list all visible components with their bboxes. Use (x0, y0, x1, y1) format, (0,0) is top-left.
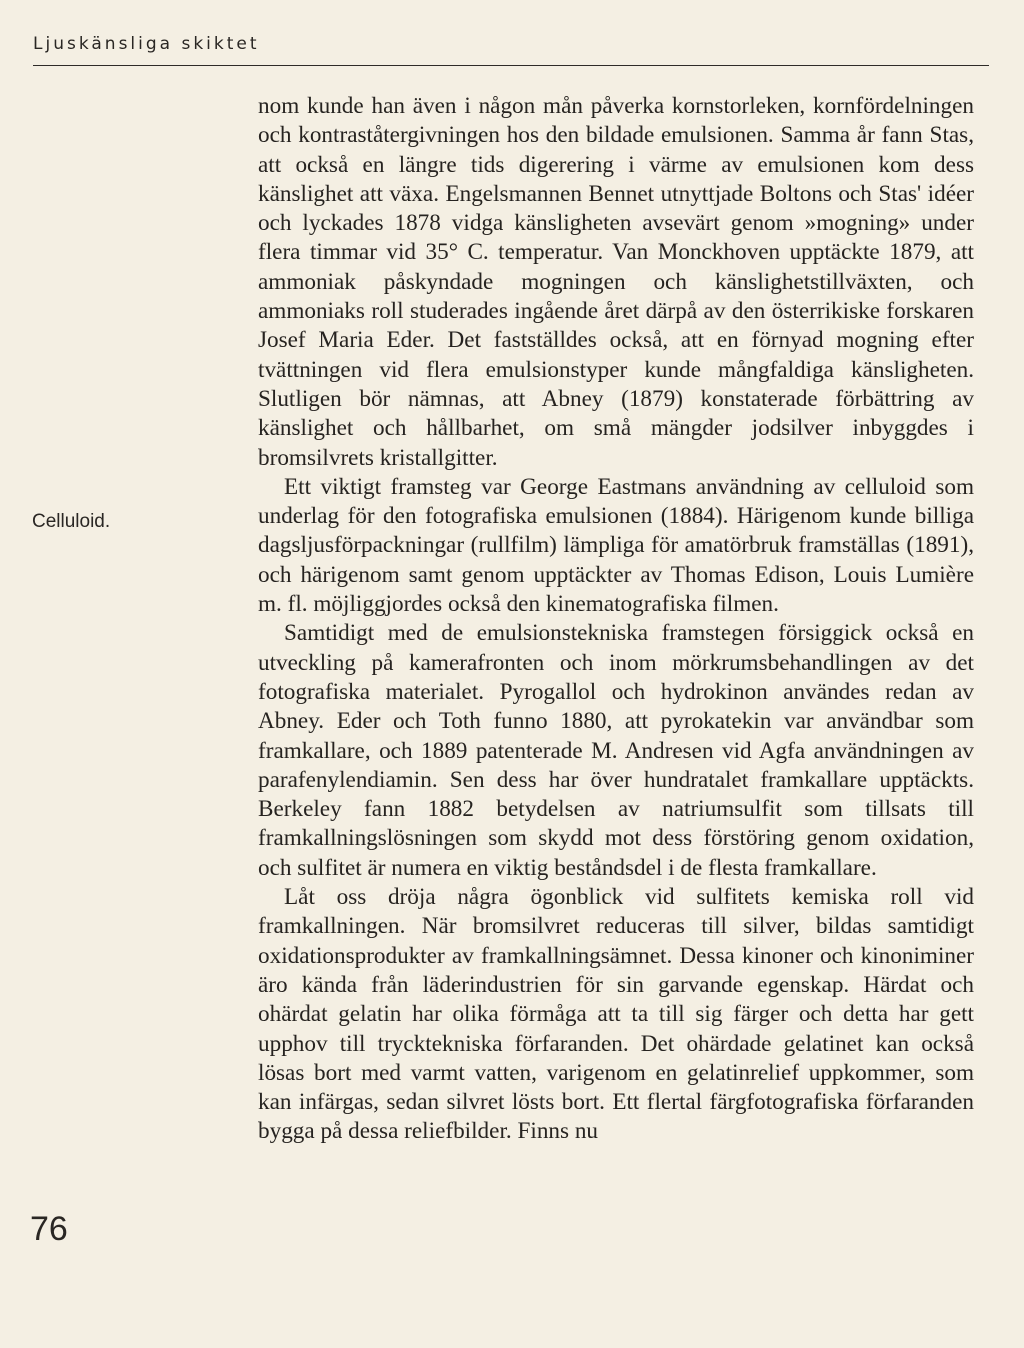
running-head: Ljuskänsliga skiktet (33, 34, 260, 54)
paragraph-1: nom kunde han även i någon mån påverka kornstorleken, kornfördelningen och kontraståtergivningen hos den bildade emulsionen. Samma år fann Stas, att också en längre tids digerering i värme av emulsionen kom dess känslighet att växa. Engelsmannen Bennet utnyttjade Boltons och Stas' idéer och lyckades 1878 vidga känsligheten avsevärt genom »mogning» under flera timmar vid 35° C. temperatur. Van Monckhoven upptäckte 1879, att ammoniak påskyndade mogningen och känslighetstillväxten, och ammoniaks roll studerades ingående året därpå av den österrikiske forskaren Josef Maria Eder. Det fastställdes också, att en förnyad mogning efter tvättningen vid flera emulsionstyper kunde mångfaldiga känsligheten. Slutligen bör nämnas, att Abney (1879) konstaterade förbättring av känslighet och hållbarhet, om små mängder jodsilver inbyggdes i bromsilvrets kristallgitter. (258, 93, 974, 471)
paragraph-3: Samtidigt med de emulsionstekniska framstegen försiggick också en utveckling på kamerafronten och inom mörkrumsbehandlingen av det fotografiska materialet. Pyrogallol och hydrokinon användes redan av Abney. Eder och Toth funno 1880, att pyrokatekin var användbar som framkallare, och 1889 patenterade M. Andresen vid Agfa användningen av parafenylendiamin. Sen dess har över hundratalet framkallare upptäckts. Berkeley fann 1882 betydelsen av natriumsulfit som tillsats till framkallningslösningen som skydd mot dess förstöring genom oxidation, och sulfitet är numera en viktig beståndsdel i de flesta framkallare. (258, 620, 974, 881)
page-number: 76 (30, 1210, 68, 1248)
header-rule (33, 65, 989, 66)
margin-note-celluloid: Celluloid. (32, 511, 111, 532)
paragraph-2: Ett viktigt framsteg var George Eastmans användning av celluloid som underlag för den fotografiska emulsionen (1884). Härigenom kunde billiga dagsljusförpackningar (rullfilm) lämpliga för amatörbruk framställas (1891), och härigenom samt genom upptäckter av Thomas Edison, Louis Lumière m. fl. möjliggjordes också den kinematografiska filmen. (258, 473, 974, 618)
paragraph-4: Låt oss dröja några ögonblick vid sulfitets kemiska roll vid framkallningen. När bromsilvret reduceras till silver, bildas samtidigt oxidationsprodukter av framkallningsämnet. Dessa kinoner och kinoniminer äro kända från läderindustrien för sin garvande egenskap. Härdat och ohärdat gelatin har olika förmåga att ta till sig färger och detta har gett upphov till trycktekniska förfaranden. Det ohärdade gelatinet kan också lösas bort med varmt vatten, varigenom en gelatinrelief uppkommer, som kan infärgas, sedan silvret lösts bort. Ett flertal färgfotografiska förfaranden bygga på dessa reliefbilder. Finns nu (258, 884, 974, 1145)
body-text (258, 92, 974, 1147)
